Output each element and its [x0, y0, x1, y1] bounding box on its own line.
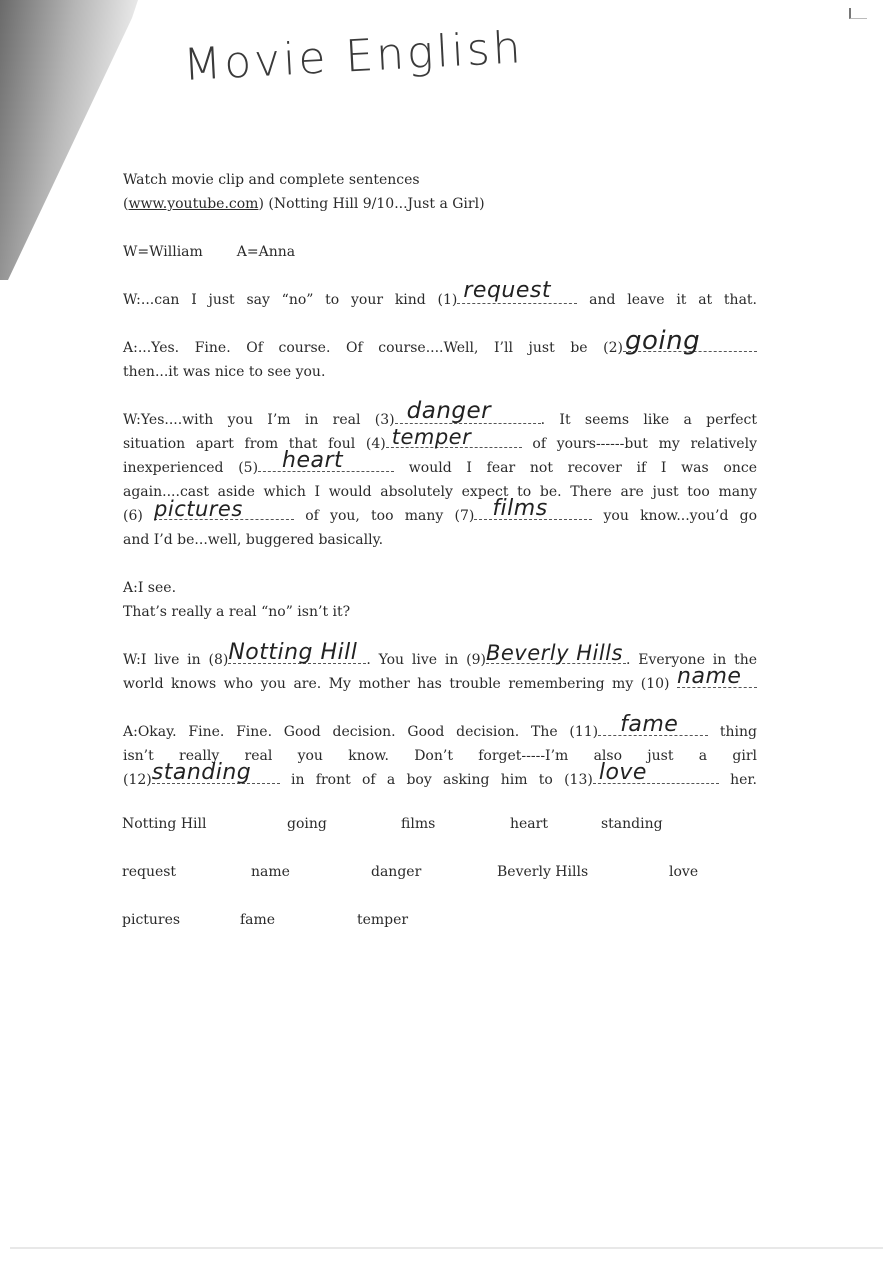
scan-edge-line — [10, 1247, 883, 1249]
answer-blank-12[interactable] — [151, 760, 280, 785]
instructions-line: Watch movie clip and complete sentences — [123, 172, 420, 188]
word-bank-item: films — [401, 816, 436, 832]
speaker-key — [123, 240, 757, 264]
dialogue-paragraph-2: A:...Yes. Fine. Of course. Of course....Well, I’ll just be (2) going then...it was nice to see you. — [123, 336, 757, 384]
word-bank-item: danger — [371, 864, 422, 880]
answer-blank-10[interactable] — [677, 664, 757, 689]
word-bank-item: standing — [601, 816, 663, 832]
handwritten-answer-6: pictures — [154, 497, 243, 521]
handwritten-answer-9: Beverly Hills — [485, 641, 623, 665]
instructions — [123, 168, 757, 216]
word-bank-item: love — [669, 864, 699, 880]
word-bank-item: fame — [240, 912, 276, 928]
handwritten-answer-11: fame — [620, 712, 679, 737]
dialogue-paragraph-5: W:I live in (8) Notting Hill . You live in (9) Beverly Hills . Everyone in the world knows who you are. My mother has trouble remembering my (10) name — [123, 640, 758, 692]
dialogue-paragraph-1: W:...can I just say “no” to your kind (1) request and leave it at that. — [123, 278, 758, 308]
answer-blank-5[interactable] — [258, 448, 394, 473]
answer-blank-11[interactable] — [598, 712, 708, 737]
answer-blank-13[interactable] — [593, 760, 719, 785]
handwritten-answer-10: name — [677, 664, 742, 689]
youtube-link[interactable]: www.youtube.com — [128, 196, 259, 212]
answer-blank-8[interactable] — [228, 640, 366, 665]
speaker-william: W=William — [123, 244, 203, 260]
answer-blank-9[interactable] — [485, 641, 626, 665]
scan-mark — [849, 8, 867, 19]
handwritten-answer-5: heart — [282, 448, 344, 473]
word-bank-item: request — [122, 864, 177, 880]
page-title: Movie English — [182, 22, 525, 91]
word-bank-item: going — [287, 816, 327, 832]
word-bank-item: Beverly Hills — [497, 864, 589, 880]
word-bank-item: Notting Hill — [122, 816, 207, 832]
answer-blank-6[interactable] — [154, 497, 294, 521]
answer-blank-3[interactable] — [395, 398, 541, 424]
answer-blank-2[interactable] — [623, 326, 757, 356]
handwritten-answer-4: temper — [391, 425, 472, 449]
word-bank-item: pictures — [122, 912, 181, 928]
handwritten-answer-12: standing — [151, 760, 252, 785]
handwritten-answer-1: request — [463, 278, 551, 303]
instructions-source: (www.youtube.com) (Notting Hill 9/10...Just a Girl) — [123, 196, 485, 212]
answer-blank-1[interactable] — [457, 278, 577, 304]
dialogue-paragraph-6: A:Okay. Fine. Fine. Good decision. Good decision. The (11) fame thing isn’t really real you know. Don’t forget-----I’m also just a girl (12) standing in front of a boy asking him to (13) love her. — [123, 712, 757, 788]
word-bank-item: name — [251, 864, 290, 880]
word-bank-item: temper — [357, 912, 409, 928]
dialogue-paragraph-3: W:Yes....with you I’m in real (3) danger . It seems like a perfect situation apart from that foul (4) temper of yours------but my relatively inexperienced (5) heart would I fear not recover if I was once again....cast aside which I would absolutely expect to be. There are just too many (6) pictures of you, too many (7) films you know...you’d go and I’d be...well, buggered basically. — [123, 398, 758, 548]
handwritten-answer-3: danger — [406, 398, 492, 424]
handwritten-answer-7: films — [492, 496, 548, 521]
scan-shadow — [0, 0, 140, 290]
answer-blank-7[interactable] — [474, 496, 592, 521]
dialogue-paragraph-4: A:I see. That’s really a real “no” isn’t it? — [123, 580, 351, 620]
answer-blank-4[interactable] — [386, 425, 522, 449]
handwritten-answer-2: going — [625, 326, 701, 356]
speaker-anna: A=Anna — [236, 244, 296, 260]
handwritten-answer-13: love — [598, 760, 647, 785]
word-bank-item: heart — [510, 816, 548, 832]
handwritten-answer-8: Notting Hill — [228, 640, 358, 665]
